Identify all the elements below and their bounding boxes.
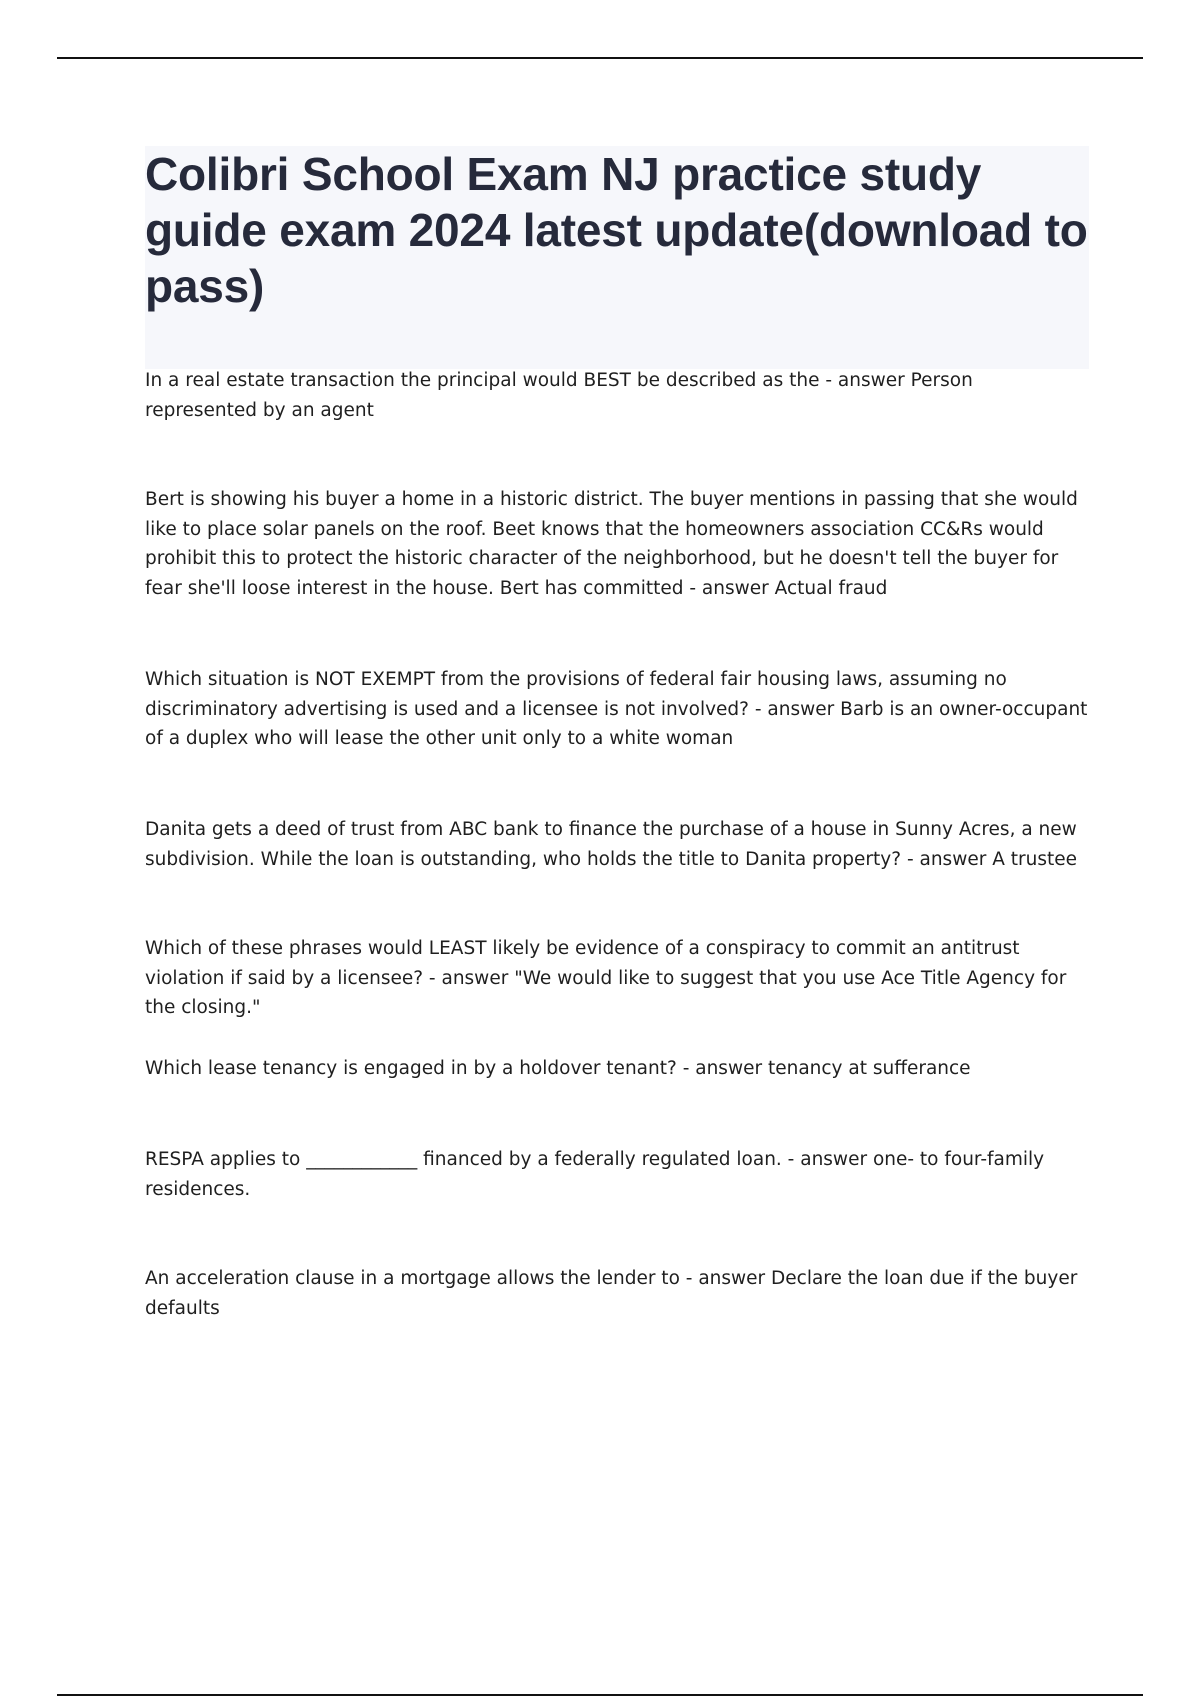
qa-item [145, 815, 1090, 874]
qa-item [145, 1145, 1090, 1204]
header-rule [57, 57, 1143, 59]
answer-text: "We would like to suggest that you use Ace Title Agency for the closing." [145, 967, 1067, 1018]
answer-separator: - answer [819, 370, 911, 391]
qa-item [145, 366, 1090, 425]
qa-item [145, 665, 1090, 754]
answer-separator: - answer [676, 1058, 768, 1079]
title-block [145, 146, 1089, 369]
footer-rule [57, 1694, 1143, 1696]
question-text: Bert is showing his buyer a home in a historic district. The buyer mentions in passing that she would like to place solar panels on the roof. Beet knows that the homeowners association CC&Rs would prohibit this to protect the historic character of the neighborhood, but he doesn't tell the buyer for fear she'll loose interest in the house. Bert has committed [145, 489, 1078, 599]
question-text: RESPA applies to ____________ financed by a federally regulated loan. [145, 1149, 782, 1170]
document-title: Colibri School Exam NJ practice study guide exam 2024 latest update(download to pass) [145, 148, 1088, 312]
qa-item [145, 485, 1090, 603]
qa-item [145, 1264, 1090, 1323]
question-text: Which lease tenancy is engaged in by a holdover tenant? [145, 1058, 677, 1079]
question-text: In a real estate transaction the principal would BEST be described as the [145, 370, 820, 391]
answer-separator: - answer [423, 967, 515, 989]
question-text: Which situation is NOT EXEMPT from the provisions of federal fair housing laws, assuming no discriminatory advertising is used and a licensee is not involved? [145, 669, 1007, 720]
question-text: An acceleration clause in a mortgage allows the lender to [145, 1268, 680, 1289]
answer-separator: - answer [683, 577, 775, 599]
answer-text: Declare the loan due if the buyer defaults [145, 1268, 1078, 1319]
answer-text: A trustee [992, 848, 1077, 870]
answer-text: one- to four-family residences. [145, 1149, 1045, 1200]
qa-item [145, 934, 1090, 1023]
answer-separator: - answer [679, 1268, 772, 1289]
question-text: Danita gets a deed of trust from ABC bank to finance the purchase of a house in Sunny Acres, a new subdivision. While the loan is outstanding, who holds the title to Danita property? [145, 819, 1077, 870]
answer-separator: - answer [781, 1149, 873, 1170]
answer-text: Person represented by an agent [145, 370, 973, 421]
qa-item [145, 1054, 1090, 1084]
answer-text: tenancy at sufferance [767, 1058, 971, 1079]
answer-separator: - answer [748, 698, 841, 720]
answer-separator: - answer [901, 848, 993, 870]
answer-text: Barb is an owner-occupant of a duplex who will lease the other unit only to a white woman [145, 698, 1088, 749]
answer-text: Actual fraud [774, 577, 888, 599]
question-text: Which of these phrases would LEAST likely be evidence of a conspiracy to commit an antitrust violation if said by a licensee? [145, 938, 1020, 989]
